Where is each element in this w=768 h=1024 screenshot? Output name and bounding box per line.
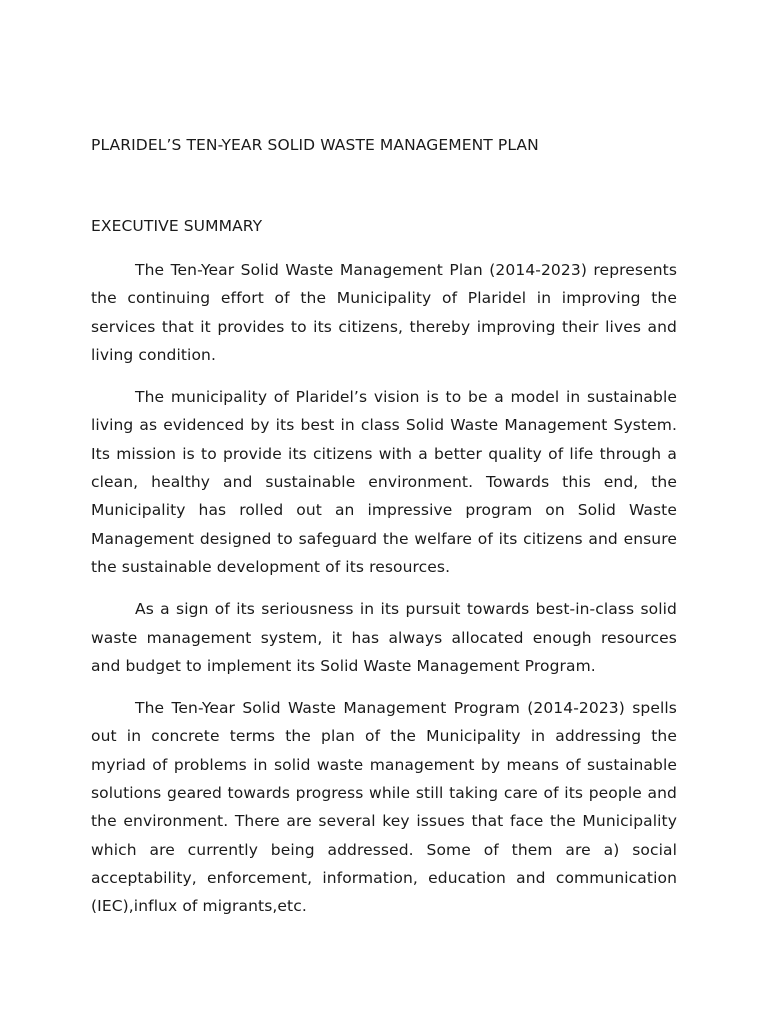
paragraph-2: The municipality of Plaridel’s vision is to be a model in sustainable living as evidenced by its best in class Solid Waste Management System. Its mission is to provide its citizens with a better quality of life through a clean, healthy and sustainable environment. Towards this end, the Municipality has rolled out an impressive program on Solid Waste Management designed to safeguard the welfare of its citizens and ensure the sustainable development of its resources. [91,388,677,576]
document-body [91,256,677,935]
paragraph-3: As a sign of its seriousness in its pursuit towards best-in-class solid waste management system, it has always allocated enough resources and budget to implement its Solid Waste Management Program. [91,600,677,675]
section-heading-executive-summary: EXECUTIVE SUMMARY [91,217,263,235]
document-title: PLARIDEL’S TEN-YEAR SOLID WASTE MANAGEMENT PLAN [91,136,539,154]
paragraph-4: The Ten-Year Solid Waste Management Program (2014-2023) spells out in concrete terms the plan of the Municipality in addressing the myriad of problems in solid waste management by means of sustainable solutions geared towards progress while still taking care of its people and the environment. There are several key issues that face the Municipality which are currently being addressed. Some of them are a) social acceptability, enforcement, information, education and communication (IEC),influx of migrants,etc. [91,699,677,916]
paragraph-1: The Ten-Year Solid Waste Management Plan (2014-2023) represents the continuing effort of the Municipality of Plaridel in improving the services that it provides to its citizens, thereby improving their lives and living condition. [91,261,677,364]
